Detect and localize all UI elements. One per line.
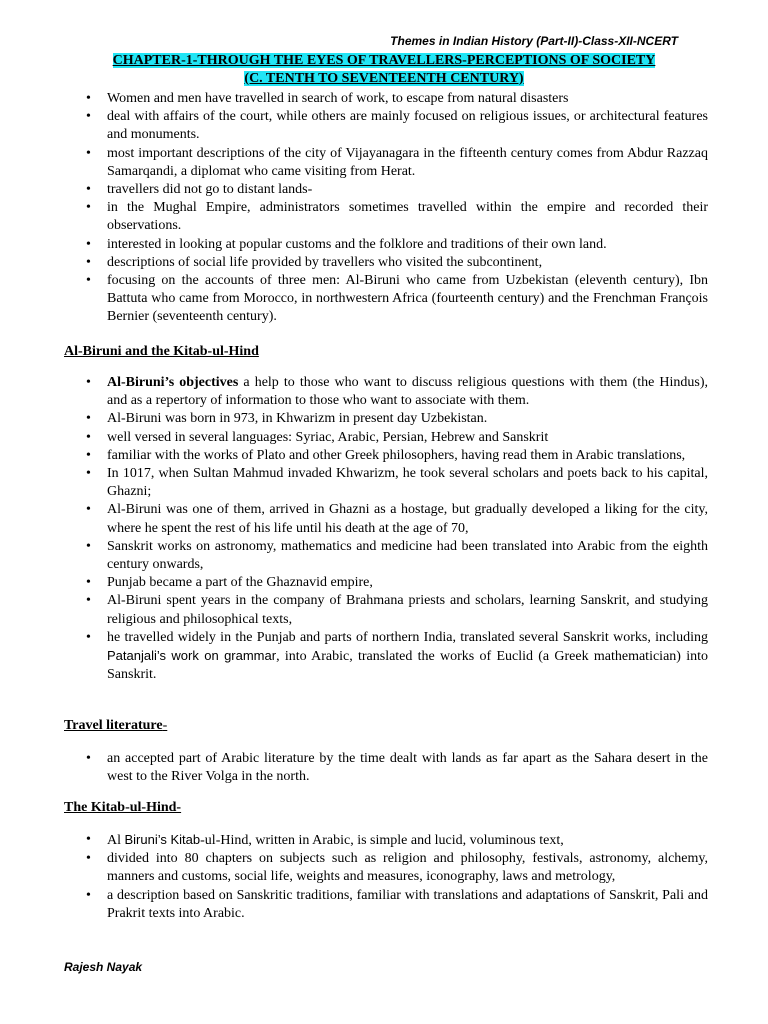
- list-item: • Al-Biruni spent years in the company of Brahmana priests and scholars, learning Sanskrit, and studying religious and philosophical texts,: [64, 592, 708, 628]
- heading-suffix: -: [162, 718, 168, 733]
- page-header: Themes in Indian History (Part-II)-Class-XII-NCERT: [390, 34, 678, 48]
- travel-literature-list: [64, 750, 708, 786]
- list-item: • Sanskrit works on astronomy, mathematics and medicine had been translated into Arabic from the eighth century onwards,: [64, 538, 708, 574]
- list-item: • Punjab became a part of the Ghaznavid empire,: [64, 574, 708, 592]
- heading-text: Travel literature: [64, 718, 163, 733]
- objectives-bold-label: Al-Biruni’s objectives: [107, 375, 239, 390]
- text-segment: -ul-Hind, written in Arabic, is simple and lucid, voluminous text,: [200, 833, 564, 848]
- list-item: • an accepted part of Arabic literature by the time dealt with lands as far apart as the Sahara desert in the west to the River Volga in the north.: [64, 750, 708, 786]
- text-segment-sans: Patanjali’s work on grammar: [107, 648, 277, 664]
- list-item: • Women and men have travelled in search of work, to escape from natural disasters: [64, 90, 708, 108]
- list-item: [64, 831, 708, 850]
- intro-list: [64, 90, 708, 327]
- list-item: • focusing on the accounts of three men: Al-Biruni who came from Uzbekistan (eleventh century), Ibn Battuta who came from Morocco, in northwestern Africa (fourteenth century) and the Frenchman François Bernier (seventeenth century).: [64, 272, 708, 327]
- list-item: • In 1017, when Sultan Mahmud invaded Khwarizm, he took several scholars and poets back to his capital, Ghazni;: [64, 465, 708, 501]
- list-item: • Al-Biruni was born in 973, in Khwarizm in present day Uzbekistan.: [64, 410, 708, 428]
- list-item: • well versed in several languages: Syriac, Arabic, Persian, Hebrew and Sanskrit: [64, 429, 708, 447]
- list-item: • familiar with the works of Plato and other Greek philosophers, having read them in Arabic translations,: [64, 447, 708, 465]
- chapter-title-line-1: CHAPTER-1-THROUGH THE EYES OF TRAVELLERS-PERCEPTIONS OF SOCIETY: [112, 53, 656, 68]
- list-item: • travellers did not go to distant lands-: [64, 181, 708, 199]
- list-item: • a description based on Sanskritic traditions, familiar with translations and adaptations of Sanskrit, Pali and Prakrit texts into Arabic.: [64, 887, 708, 923]
- chapter-title: [60, 52, 708, 88]
- list-item: • most important descriptions of the city of Vijayanagara in the fifteenth century comes from Abdur Razzaq Samarqandi, a diplomat who came visiting from Herat.: [64, 145, 708, 181]
- kitab-ul-hind-list: [64, 831, 708, 923]
- section-heading-al-biruni: Al-Biruni and the Kitab-ul-Hind: [64, 344, 259, 359]
- text-segment: , into Arabic, translated the works of Euclid (a Greek mathematician) into Sanskrit.: [107, 649, 708, 683]
- list-item: • deal with affairs of the court, while others are mainly focused on religious issues, or architectural features and monuments.: [64, 108, 708, 144]
- list-item: • divided into 80 chapters on subjects such as religion and philosophy, festivals, astronomy, alchemy, manners and customs, social life, weights and measures, iconography, laws and metrology,: [64, 850, 708, 886]
- author-footer: Rajesh Nayak: [64, 960, 143, 974]
- section-heading-kitab-ul-hind: The Kitab-ul-Hind-: [64, 800, 182, 815]
- text-segment-sans: Biruni’s Kitab: [124, 832, 201, 847]
- list-item: [64, 629, 708, 685]
- list-item: • interested in looking at popular customs and the folklore and traditions of their own land.: [64, 236, 708, 254]
- list-item: • descriptions of social life provided by travellers who visited the subcontinent,: [64, 254, 708, 272]
- al-biruni-list: [64, 374, 708, 684]
- list-item: • in the Mughal Empire, administrators sometimes travelled within the empire and recorded their observations.: [64, 199, 708, 235]
- text-segment: he travelled widely in the Punjab and parts of northern India, translated several Sanskrit works, including: [107, 629, 708, 645]
- chapter-title-line-2: (C. TENTH TO SEVENTEENTH CENTURY): [244, 71, 524, 86]
- list-item: • Al-Biruni was one of them, arrived in Ghazni as a hostage, but gradually developed a liking for the city, where he spent the rest of his life until his death at the age of 70,: [64, 501, 708, 537]
- section-heading-travel-literature: [64, 718, 167, 734]
- list-item: [64, 374, 708, 410]
- objectives-text: a help to those who want to discuss religious questions with them (the Hindus), and as a repertory of information to those who want to associate with them.: [107, 375, 708, 409]
- text-segment: Al: [107, 833, 125, 848]
